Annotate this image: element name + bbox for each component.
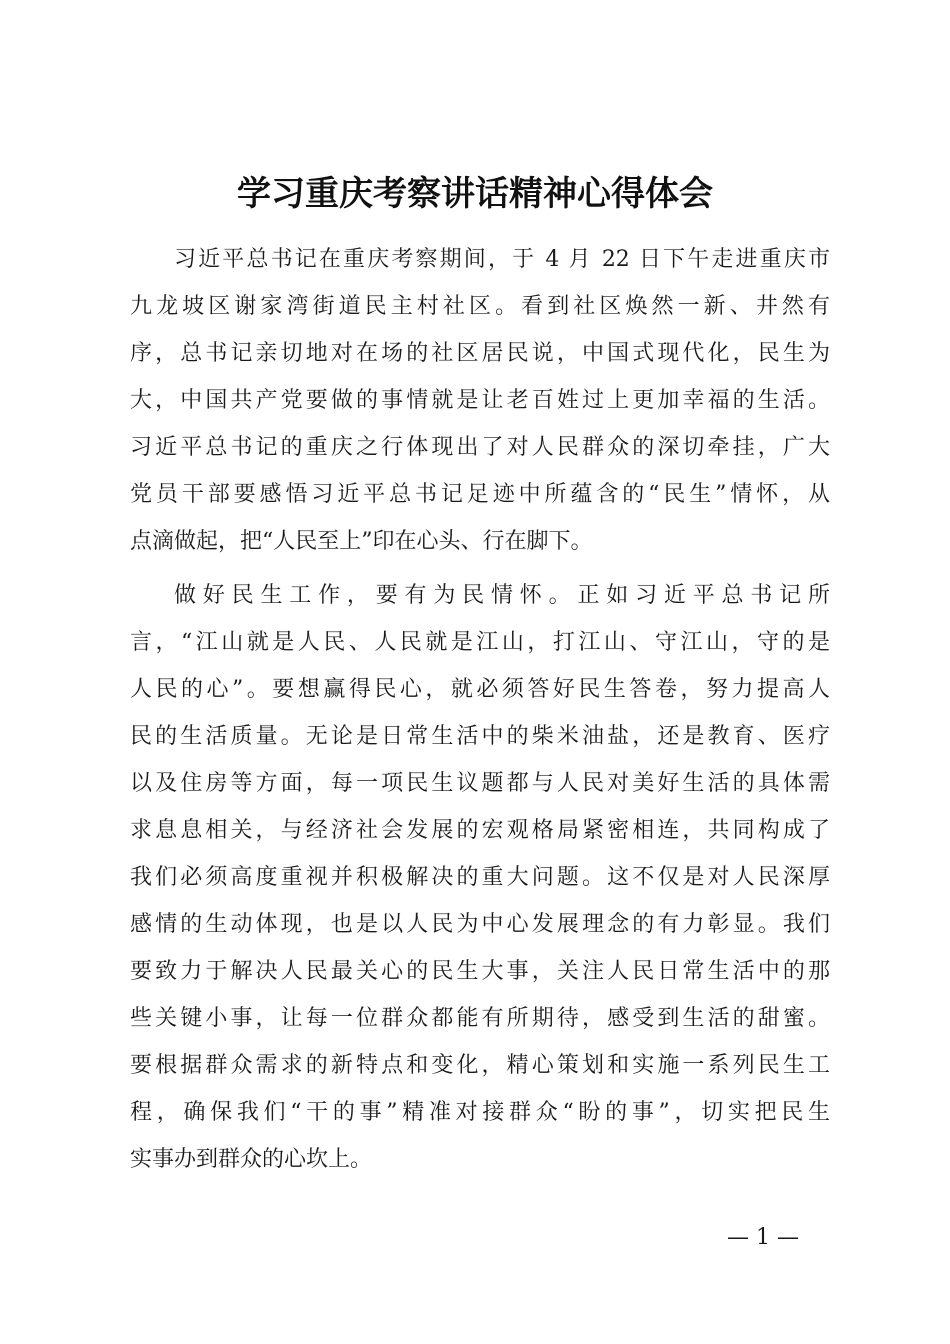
paragraph-line: 求息息相关，与经济社会发展的宏观格局紧密相连，共同构成了 (130, 818, 830, 843)
paragraph-line: 习近平总书记在重庆考察期间，于 4 月 22 日下午走进重庆市 (174, 247, 830, 272)
paragraph-line: 以及住房等方面，每一项民生议题都与人民对美好生活的具体需 (130, 771, 830, 796)
paragraph-line: 做好民生工作，要有为民情怀。正如习近平总书记所 (174, 583, 830, 608)
paragraph-line: 要致力于解决人民最关心的民生大事，关注人民日常生活中的那 (130, 959, 830, 984)
paragraph-line: 言，“江山就是人民、人民就是江山，打江山、守江山，守的是 (130, 630, 830, 655)
paragraph-line: 人民的心”。要想赢得民心，就必须答好民生答卷，努力提高人 (130, 677, 830, 702)
paragraph-line: 程，确保我们“干的事”精准对接群众“盼的事”，切实把民生 (130, 1100, 830, 1125)
paragraph-line: 感情的生动体现，也是以人民为中心发展理念的有力彰显。我们 (130, 912, 830, 937)
paragraph-line: 点滴做起，把“人民至上”印在心头、行在脚下。 (130, 529, 593, 554)
paragraph-line: 党员干部要感悟习近平总书记足迹中所蕴含的“民生”情怀，从 (130, 482, 830, 507)
paragraph-line: 习近平总书记的重庆之行体现出了对人民群众的深切牵挂，广大 (130, 435, 830, 460)
paragraph-line: 九龙坡区谢家湾街道民主村社区。看到社区焕然一新、井然有 (130, 294, 830, 319)
page-number: — 1 — (727, 1225, 799, 1250)
paragraph-2 (130, 572, 830, 1183)
paragraph-line: 我们必须高度重视并积极解决的重大问题。这不仅是对人民深厚 (130, 865, 830, 890)
paragraph-line: 民的生活质量。无论是日常生活中的柴米油盐，还是教育、医疗 (130, 724, 830, 749)
paragraph-line: 实事办到群众的心坎上。 (130, 1147, 373, 1172)
paragraph-line: 大，中国共产党要做的事情就是让老百姓过上更加幸福的生活。 (130, 388, 830, 413)
document-body (130, 236, 830, 1183)
paragraph-line: 要根据群众需求的新特点和变化，精心策划和实施一系列民生工 (130, 1053, 830, 1078)
paragraph-1 (130, 236, 830, 565)
paragraph-line: 序，总书记亲切地对在场的社区居民说，中国式现代化，民生为 (130, 341, 830, 366)
document-title: 学习重庆考察讲话精神心得体会 (237, 174, 713, 214)
paragraph-line: 些关键小事，让每一位群众都能有所期待，感受到生活的甜蜜。 (130, 1006, 830, 1031)
